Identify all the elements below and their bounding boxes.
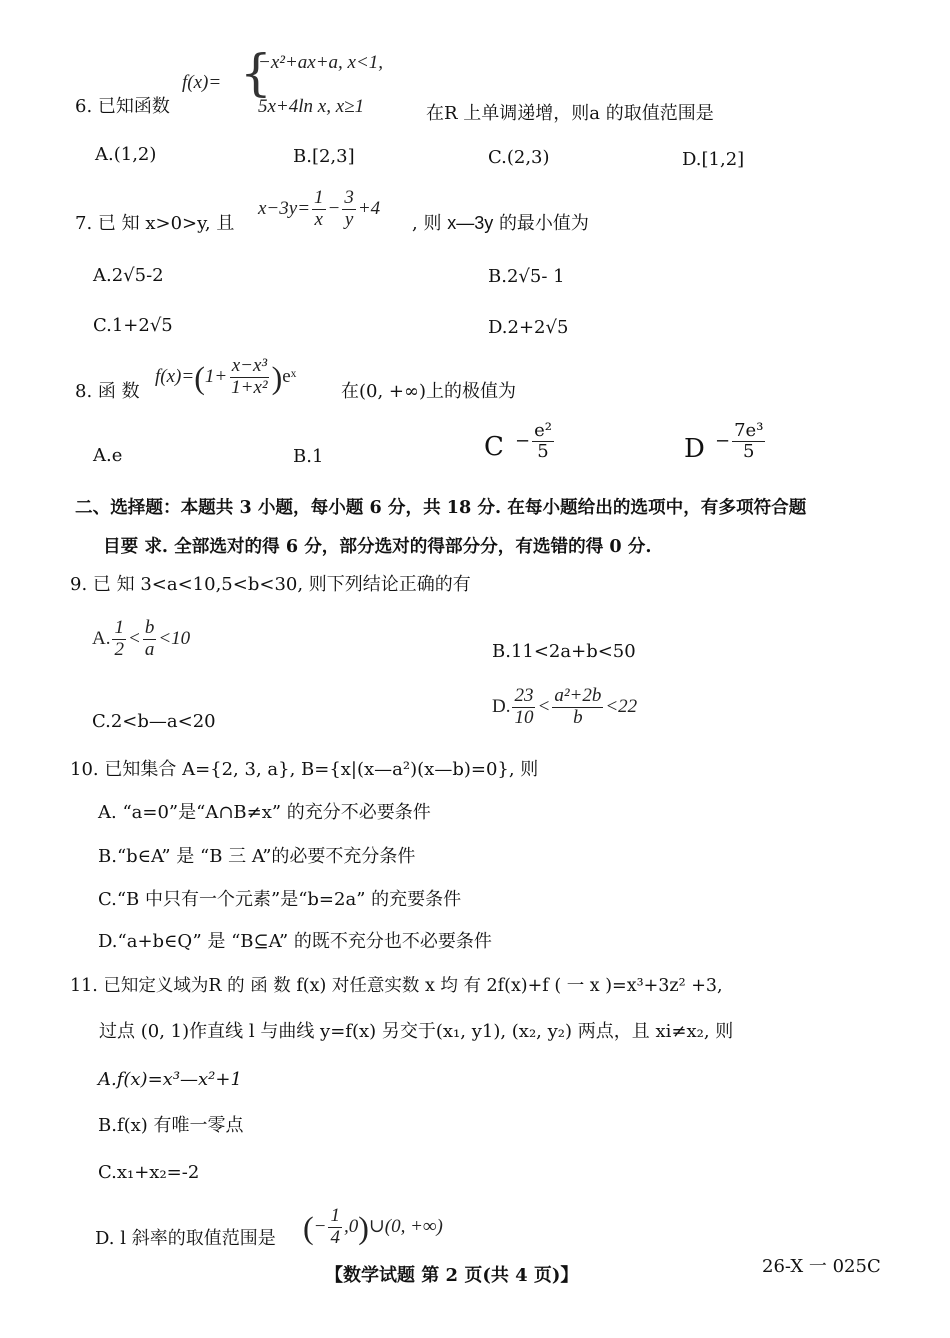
q10-stem: 10. 已知集合 A={2, 3, a}, B={x|(x—a²)(x—b)=0}, 则 xyxy=(70,759,539,780)
q9-option-c: C.2<b—a<20 xyxy=(92,711,216,732)
q8-function-name: f(x)= xyxy=(155,365,195,387)
q9-d-fraction-1 xyxy=(512,686,535,729)
q11-d-num: 1 xyxy=(330,1205,340,1226)
q9-d-num1: 23 xyxy=(514,685,534,706)
q9-a-fraction-1 xyxy=(112,618,126,661)
q8-option-d-num: 7e³ xyxy=(734,420,764,441)
q8-paren-open: ( xyxy=(194,359,205,396)
q11-d-union: ∪(0, +∞) xyxy=(368,1215,443,1237)
q6-option-c: C.(2,3) xyxy=(488,147,550,168)
q8-option-c-fraction xyxy=(532,421,554,462)
q11-d-minus: − xyxy=(313,1215,327,1237)
q7-frac1-num: 1 xyxy=(314,187,324,208)
q8-option-d-value xyxy=(715,421,767,462)
q9-a-den1: 2 xyxy=(114,638,124,660)
q6-piecewise-brace: { xyxy=(240,44,272,102)
q9-a-num1: 1 xyxy=(114,617,124,638)
q8-option-d-den: 5 xyxy=(743,440,755,462)
q9-d-label: D. xyxy=(492,695,511,717)
q7-option-b: B.2√5- 1 xyxy=(488,266,565,287)
q10-option-a: A. “a=0”是“A∩B≠x” 的充分不必要条件 xyxy=(98,802,431,823)
q11-d-paren-close: ) xyxy=(358,1209,369,1246)
q6-option-b: B.[2,3] xyxy=(293,146,355,167)
q9-a-label: A. xyxy=(92,627,111,649)
q9-a-tail: <10 xyxy=(158,627,191,649)
q8-option-b: B.1 xyxy=(293,446,324,467)
q9-d-fraction-2 xyxy=(552,686,603,729)
q8-option-d-fraction xyxy=(732,421,765,462)
q6-option-d: D.[1,2] xyxy=(682,149,745,170)
q8-option-c-value xyxy=(515,421,556,462)
section-2-heading-line-2: 目要 求. 全部选对的得 6 分，部分选对的得部分分，有选错的得 0 分. xyxy=(103,536,652,557)
q8-option-d-label: D xyxy=(684,434,705,464)
q11-d-paren-open: ( xyxy=(303,1209,314,1246)
q7-frac1-den: x xyxy=(314,208,323,230)
q9-d-tail: <22 xyxy=(605,695,638,717)
q10-option-d: D.“a+b∈Q” 是 “B⊆A” 的既不充分也不必要条件 xyxy=(98,931,492,952)
q6-tail: 在R 上单调递增，则a 的取值范围是 xyxy=(426,103,714,124)
q8-option-d-sign: − xyxy=(715,430,731,452)
q9-d-num2: a²+2b xyxy=(554,685,602,706)
q9-d-lt: < xyxy=(537,695,551,717)
q7-frac2-num: 3 xyxy=(344,187,354,208)
q11-d-after: ,0 xyxy=(343,1215,359,1237)
q11-option-c: C.x₁+x₂=-2 xyxy=(98,1162,200,1183)
q6-case-2: 5x+4ln x, x≥1 xyxy=(258,96,365,117)
q8-stem: 8. 函 数 xyxy=(75,381,140,402)
q7-fraction-2 xyxy=(342,188,356,231)
q8-one-plus: 1+ xyxy=(204,365,228,387)
q11-option-d-range xyxy=(303,1206,443,1249)
q9-option-d xyxy=(492,686,637,729)
q8-option-a: A.e xyxy=(93,445,123,466)
q8-option-c-label: C xyxy=(484,432,504,462)
q9-a-fraction-2 xyxy=(143,618,157,661)
q8-function xyxy=(155,356,296,399)
q7-option-d: D.2+2√5 xyxy=(488,317,569,338)
q11-d-fraction xyxy=(328,1206,342,1249)
q11-d-den: 4 xyxy=(330,1226,340,1248)
q8-paren-close: ) xyxy=(271,359,283,396)
q11-line-2: 过点 (0, 1)作直线 l 与曲线 y=f(x) 另交于(x₁, y1), (x₂, y₂) 两点，且 xi≠x₂, 则 xyxy=(99,1021,734,1042)
q10-option-c: C.“B 中只有一个元素”是“b=2a” 的充要条件 xyxy=(98,889,462,910)
q7-equation xyxy=(258,188,380,231)
q9-a-lt: < xyxy=(127,627,141,649)
q7-lhs: x−3y= xyxy=(258,197,311,219)
q9-option-b: B.11<2a+b<50 xyxy=(492,641,636,662)
q6-option-a: A.(1,2) xyxy=(95,144,157,165)
footer-page-label: 【数学试题 第 2 页(共 4 页)】 xyxy=(325,1265,579,1286)
q6-stem: 6. 已知函数 xyxy=(75,96,170,117)
q7-minus: − xyxy=(327,197,341,219)
q11-stem: 11. 已知定义域为R 的 函 数 f(x) 对任意实数 x 均 有 2f(x)+f ( 一 x )=x³+3z² +3, xyxy=(70,976,723,996)
q10-option-b: B.“b∈A” 是 “B 三 A”的必要不充分条件 xyxy=(98,846,416,867)
q9-stem: 9. 已 知 3<a<10,5<b<30, 则下列结论正确的有 xyxy=(70,574,471,595)
q7-tail xyxy=(412,213,589,235)
q9-a-num2: b xyxy=(144,617,155,638)
q6-case-1: −x²+ax+a, x<1, xyxy=(258,52,384,73)
section-2-heading-line-1: 二、选择题：本题共 3 小题，每小题 6 分，共 18 分. 在每小题给出的选项中，有多项符合题 xyxy=(75,497,807,518)
q9-d-den2: b xyxy=(573,706,583,728)
footer-paper-code: 26-X 一 025C xyxy=(762,1256,881,1277)
q9-a-den2: a xyxy=(144,638,155,660)
q7-frac2-den: y xyxy=(344,208,354,230)
q9-d-den1: 10 xyxy=(514,706,534,728)
q8-option-c-num: e² xyxy=(534,420,552,441)
q8-fraction xyxy=(229,356,269,399)
q7-fraction-1 xyxy=(312,188,326,231)
q8-tail: 在(0, +∞)上的极值为 xyxy=(341,381,517,402)
q9-option-a xyxy=(92,618,190,661)
q7-stem: 7. 已 知 x>0>y, 且 xyxy=(75,213,235,234)
q6-function-name: f(x)= xyxy=(182,72,222,93)
q8-option-c-sign: − xyxy=(515,430,531,452)
q11-option-b: B.f(x) 有唯一零点 xyxy=(98,1115,244,1136)
q7-tail-b: x—3y xyxy=(447,213,494,233)
q8-exp: eˣ xyxy=(282,365,297,387)
q11-option-a: A.f(x)=x³—x²+1 xyxy=(98,1069,242,1090)
q7-option-a: A.2√5-2 xyxy=(93,265,164,286)
q8-option-c-den: 5 xyxy=(537,440,549,462)
q8-frac-num: x−x³ xyxy=(231,355,268,376)
q7-rhs-tail: +4 xyxy=(357,197,381,219)
q7-option-c: C.1+2√5 xyxy=(93,315,173,336)
q7-tail-c: 的最小值为 xyxy=(498,213,589,234)
q11-option-d-text: D. l 斜率的取值范围是 xyxy=(95,1228,276,1249)
q7-tail-a: , 则 xyxy=(412,213,442,234)
q8-frac-den: 1+x² xyxy=(231,376,268,398)
